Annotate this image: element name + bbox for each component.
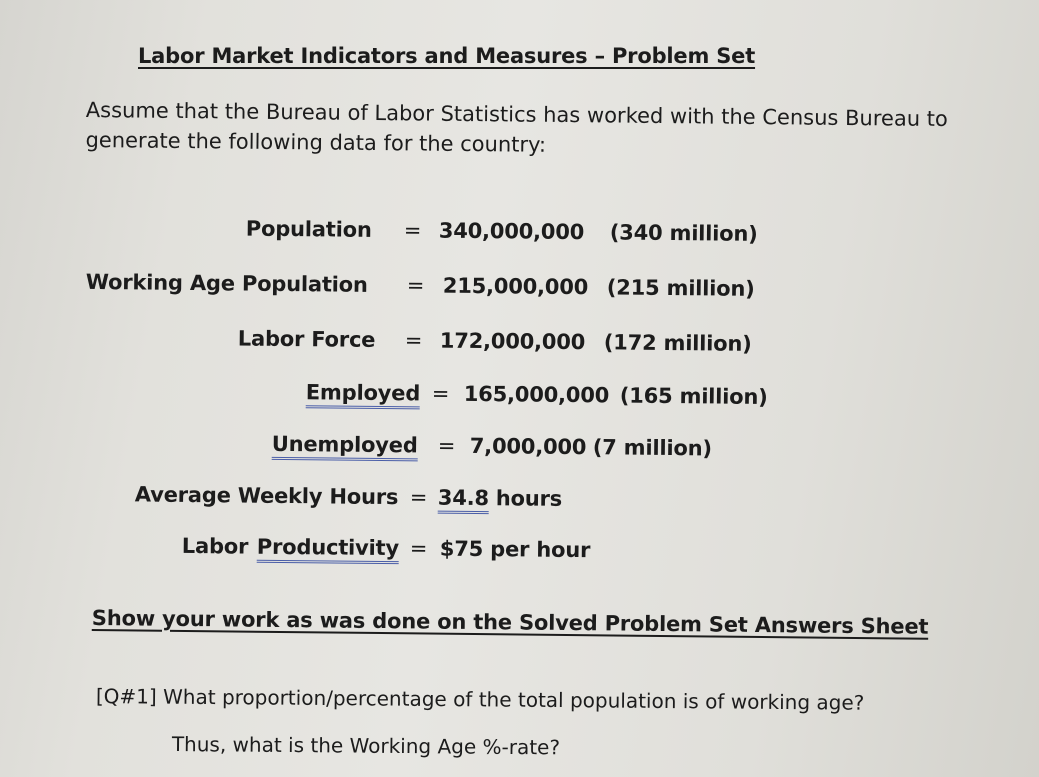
row-equals: = <box>403 218 422 243</box>
row-equals: = <box>409 536 428 561</box>
instruction-text: Show your work as was done on the Solved Problem Set Answers Sheet <box>91 606 929 639</box>
row-note: (165 million) <box>619 383 768 410</box>
row-label: Employed <box>306 380 421 409</box>
data-row-working-age-population <box>0 269 1039 301</box>
question-1 <box>96 684 865 715</box>
row-label: Average Weekly Hours <box>134 482 399 510</box>
row-equals: = <box>404 328 423 353</box>
row-equals: = <box>409 485 428 510</box>
data-row-population <box>0 214 1039 246</box>
row-value: 172,000,000 <box>439 328 586 355</box>
data-row-unemployed <box>0 429 1039 461</box>
question-text: What proportion/percentage of the total population is of working age? <box>162 684 865 715</box>
row-note: (7 million) <box>592 435 712 461</box>
row-value: $75 per hour <box>439 536 591 563</box>
data-row-employed <box>0 377 1039 410</box>
row-equals: = <box>406 273 425 298</box>
row-label: Productivity <box>257 535 399 564</box>
question-1-followup: Thus, what is the Working Age %-rate? <box>171 732 561 760</box>
row-value: 7,000,000 <box>469 433 587 460</box>
intro-paragraph: Assume that the Bureau of Labor Statistics has worked with the Census Bureau to generate the following data for the country: <box>85 97 948 157</box>
row-value: 215,000,000 <box>442 273 589 300</box>
row-note: (172 million) <box>603 330 752 356</box>
row-value: 34.8 <box>438 486 489 515</box>
row-value: 340,000,000 <box>438 218 585 245</box>
row-label: Unemployed <box>272 432 418 462</box>
row-label: Population <box>245 216 372 242</box>
row-equals: = <box>431 381 450 406</box>
row-note: (215 million) <box>606 275 755 301</box>
row-value: 165,000,000 <box>463 381 610 408</box>
data-row-average-weekly-hours <box>0 481 1039 511</box>
data-row-labor-productivity <box>0 532 1039 563</box>
data-row-labor-force <box>0 324 1039 356</box>
row-note: hours <box>495 486 563 511</box>
row-label: Labor Force <box>237 326 376 352</box>
row-label-prefix: Labor <box>181 533 249 559</box>
page-title: Labor Market Indicators and Measures – Problem Set <box>138 44 756 68</box>
row-equals: = <box>437 433 456 458</box>
row-note: (340 million) <box>609 220 758 246</box>
question-number: [Q#1] <box>95 684 157 709</box>
row-label: Working Age Population <box>85 269 368 297</box>
